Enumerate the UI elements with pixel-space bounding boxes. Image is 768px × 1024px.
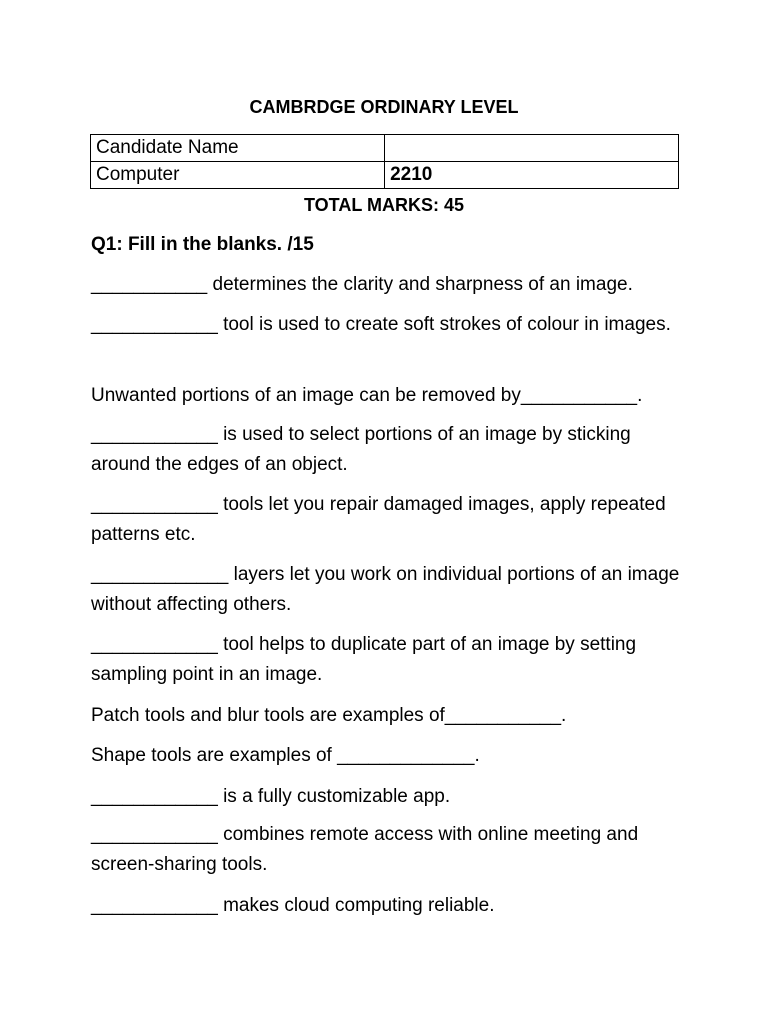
question-heading: Q1: Fill in the blanks. /15 — [91, 234, 314, 255]
candidate-name-label: Candidate Name — [91, 135, 385, 162]
subject-label: Computer — [91, 162, 385, 189]
candidate-info-table — [90, 134, 679, 189]
question-item: Unwanted portions of an image can be removed by___________. — [91, 385, 643, 406]
question-item: ____________ tools let you repair damaged images, apply repeated patterns etc. — [91, 494, 666, 545]
question-item: Shape tools are examples of _____________. — [91, 745, 480, 766]
question-item: ____________ combines remote access with online meeting and screen-sharing tools. — [91, 824, 639, 875]
question-item: ____________ is used to select portions of an image by sticking around the edges of an object. — [91, 424, 631, 475]
table-row — [91, 162, 679, 189]
question-item: ___________ determines the clarity and sharpness of an image. — [91, 274, 633, 295]
candidate-name-value — [385, 135, 679, 162]
table-row — [91, 135, 679, 162]
subject-code: 2210 — [385, 162, 679, 189]
exam-title: CAMBRDGE ORDINARY LEVEL — [249, 97, 519, 117]
question-item: Patch tools and blur tools are examples of___________. — [91, 705, 567, 726]
question-item: ____________ is a fully customizable app. — [91, 786, 451, 807]
question-item: _____________ layers let you work on individual portions of an image without affecting others. — [91, 564, 680, 615]
total-marks: TOTAL MARKS: 45 — [303, 195, 464, 215]
question-item: ____________ tool helps to duplicate part of an image by setting sampling point in an image. — [91, 634, 637, 685]
question-item: ____________ tool is used to create soft strokes of colour in images. — [91, 314, 671, 335]
question-item: ____________ makes cloud computing reliable. — [91, 895, 495, 916]
